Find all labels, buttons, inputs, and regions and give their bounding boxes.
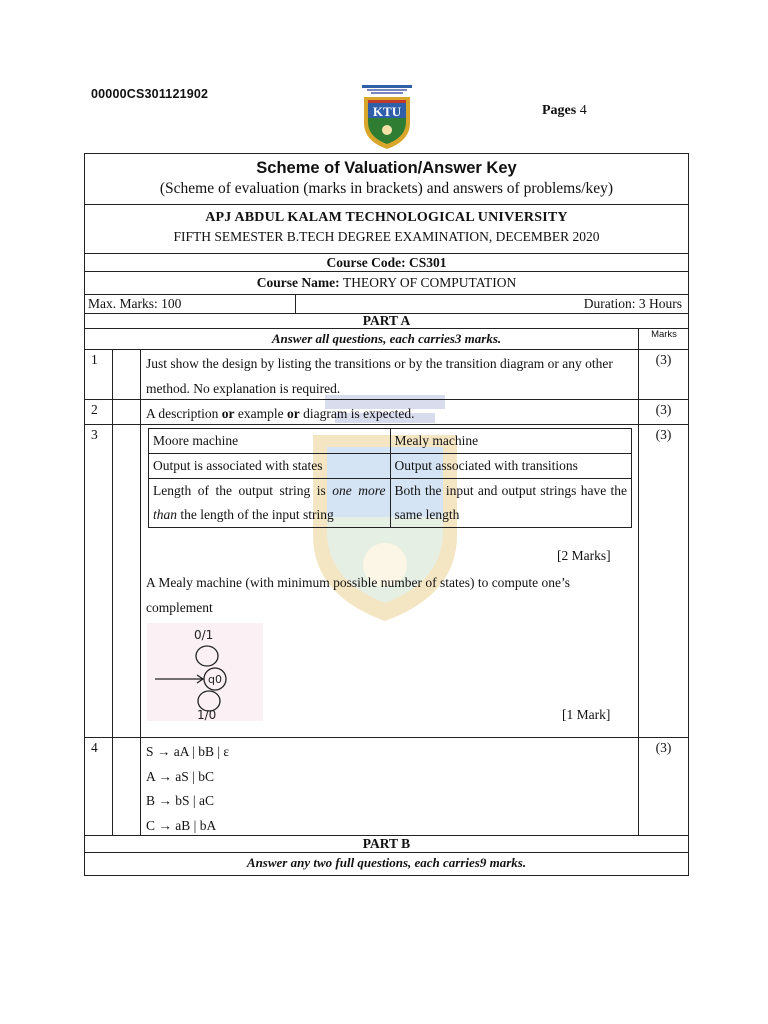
course-name-value: THEORY OF COMPUTATION — [343, 275, 517, 290]
marks-header: Marks — [638, 329, 689, 349]
answer-text: Just show the design by listing the transitions or by the transition diagram or any other method. No explanation is required. — [146, 356, 613, 396]
sub-column — [113, 738, 141, 835]
question-marks: (3) — [638, 738, 688, 835]
table-cell: Output is associated with states — [149, 454, 391, 479]
transition-label-bottom: 1/0 — [197, 708, 217, 721]
page-subtitle: (Scheme of evaluation (marks in brackets) and answers of problems/key) — [159, 180, 614, 197]
sub-column — [113, 350, 141, 399]
sub-column — [113, 400, 141, 424]
table-cell-text: Length of the output string is — [153, 483, 333, 498]
page-title: Scheme of Valuation/Answer Key — [256, 159, 517, 177]
table-cell-emphasis: one more than — [153, 483, 386, 522]
course-code: Course Code: CS301 — [85, 254, 688, 272]
max-marks: Max. Marks: 100 — [88, 296, 182, 311]
production-line: B → bS | aC — [146, 793, 214, 808]
pages-label: Pages — [542, 103, 577, 118]
table-cell-text: the length of the input string — [177, 507, 334, 522]
production-line: C → aB | bA — [146, 817, 217, 833]
mealy-machine-diagram — [147, 623, 263, 721]
table-cell: Both the input and output strings have the same length — [390, 479, 632, 528]
page-count — [542, 103, 587, 119]
marks-note: [1 Mark] — [562, 707, 611, 722]
transition-label-top: 0/1 — [194, 628, 214, 642]
answer-text-part: diagram is expected. — [299, 406, 415, 421]
course-name-label: Course Name: — [256, 275, 344, 290]
table-header-mealy: Mealy machine — [390, 429, 632, 454]
answer-text — [146, 402, 634, 427]
table-cell — [149, 479, 391, 528]
question-number: 4 — [85, 738, 113, 835]
marks-duration-row — [85, 295, 688, 314]
question-row-4 — [85, 738, 688, 836]
part-b-instruction: Answer any two full questions, each carries9 marks. — [246, 855, 527, 870]
grammar-productions — [146, 740, 634, 838]
question-marks: (3) — [638, 400, 688, 424]
table-cell: Output associated with transitions — [390, 454, 632, 479]
university-logo — [359, 85, 415, 151]
answer-text: A Mealy machine (with minimum possible number of states) to compute one’s complement — [146, 575, 571, 615]
question-paper-code: 00000CS301121902 — [91, 87, 209, 101]
part-a-instruction: Answer all questions, each carries3 marks. — [271, 331, 502, 346]
duration: Duration: 3 Hours — [583, 296, 682, 311]
exam-name: FIFTH SEMESTER B.TECH DEGREE EXAMINATION, DECEMBER 2020 — [173, 229, 600, 244]
part-a-instruction-row — [85, 329, 688, 350]
question-number: 2 — [85, 400, 113, 424]
moore-mealy-comparison-table — [148, 428, 632, 528]
pages-count: 4 — [579, 103, 587, 118]
answer-key-table — [84, 153, 689, 876]
sub-column — [113, 425, 141, 737]
question-number: 1 — [85, 350, 113, 399]
answer-text-or: or — [286, 406, 300, 421]
production-line: S → aA | bB | ε — [146, 744, 230, 759]
question-marks: (3) — [638, 425, 688, 737]
question-number: 3 — [85, 425, 113, 737]
cell-divider — [295, 295, 296, 313]
svg-text:KTU: KTU — [372, 104, 402, 119]
title-block — [85, 154, 688, 205]
course-name — [85, 272, 688, 295]
part-b-heading: PART B — [85, 836, 688, 853]
question-row-2 — [85, 400, 688, 425]
answer-text-part: example — [234, 406, 287, 421]
state-label: q0 — [208, 673, 222, 686]
question-row-3 — [85, 425, 688, 738]
question-row-1 — [85, 350, 688, 400]
production-line: A → aS | bC — [146, 768, 214, 784]
question-marks: (3) — [638, 350, 688, 399]
answer-text-part: A description — [146, 406, 222, 421]
university-block — [85, 205, 688, 254]
marks-note: [2 Marks] — [557, 548, 611, 563]
university-name: APJ ABDUL KALAM TECHNOLOGICAL UNIVERSITY — [205, 210, 568, 225]
part-a-heading: PART A — [85, 314, 688, 329]
table-header-moore: Moore machine — [149, 429, 391, 454]
answer-text-or: or — [221, 406, 235, 421]
